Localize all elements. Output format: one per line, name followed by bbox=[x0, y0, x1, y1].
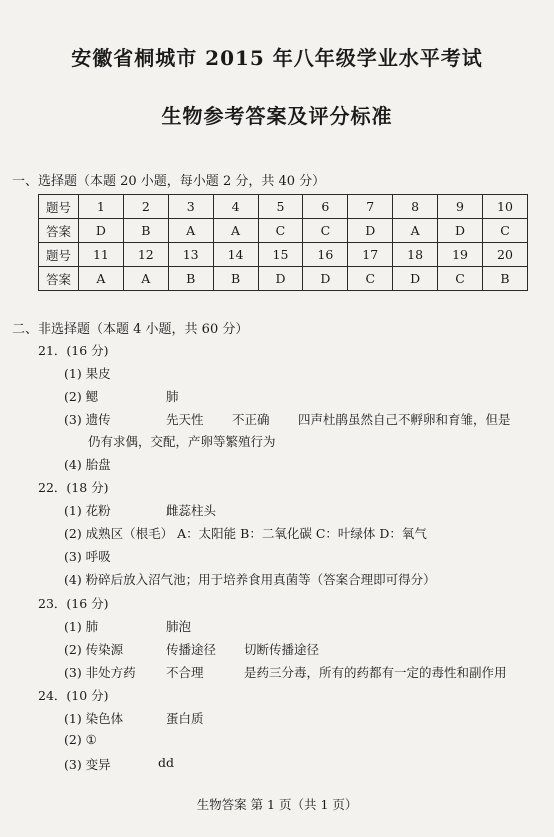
table-cell: 11 bbox=[78, 243, 123, 267]
q21-answer-3e: 仍有求偶，交配，产卵等繁殖行为 bbox=[88, 434, 276, 449]
q23-answer-2c: 切断传播途径 bbox=[244, 642, 320, 657]
table-cell: C bbox=[482, 219, 527, 243]
q24-answer-1: (1) 染色体 bbox=[64, 711, 124, 726]
table-cell: D bbox=[393, 267, 438, 291]
table-cell: A bbox=[168, 219, 213, 243]
q23-answer-3b: 不合理 bbox=[166, 665, 204, 680]
table-cell: D bbox=[258, 267, 303, 291]
q22-answer-3: (3) 呼吸 bbox=[64, 549, 111, 564]
table-cell: 12 bbox=[123, 243, 168, 267]
page-subtitle: 生物参考答案及评分标准 bbox=[161, 104, 393, 128]
table-cell: 15 bbox=[258, 243, 303, 267]
q23-answer-2: (2) 传染源 bbox=[64, 642, 124, 657]
table-row-numbers-1 bbox=[39, 195, 528, 219]
q23-answer-3: (3) 非处方药 bbox=[64, 665, 136, 680]
q21-answer-1: (1) 果皮 bbox=[64, 366, 111, 381]
row-label: 答案 bbox=[39, 219, 79, 243]
q21-answer-3c: 不正确 bbox=[232, 412, 270, 427]
q23-answer-3c: 是药三分毒，所有的药都有一定的毒性和副作用 bbox=[244, 665, 507, 680]
table-cell: 19 bbox=[438, 243, 483, 267]
q21-answer-2b: 肺 bbox=[166, 389, 179, 404]
table-cell: 4 bbox=[213, 195, 258, 219]
q21-answer-3d: 四声杜鹃虽然自己不孵卵和育雏，但是 bbox=[298, 412, 511, 427]
q21-heading: 21．(16 分) bbox=[38, 343, 109, 358]
q21-answer-2: (2) 鳃 bbox=[64, 389, 99, 404]
table-cell: 3 bbox=[168, 195, 213, 219]
q21-answer-3b: 先天性 bbox=[166, 412, 204, 427]
table-row-answers-2 bbox=[39, 267, 528, 291]
table-cell: C bbox=[438, 267, 483, 291]
table-cell: B bbox=[482, 267, 527, 291]
table-cell: 8 bbox=[393, 195, 438, 219]
q22-heading: 22．(18 分) bbox=[38, 480, 109, 495]
row-label: 题号 bbox=[39, 243, 79, 267]
q24-answer-3b: dd bbox=[158, 755, 175, 770]
q24-heading: 24．(10 分) bbox=[38, 688, 109, 703]
table-row-answers-1 bbox=[39, 219, 528, 243]
row-label: 答案 bbox=[39, 267, 79, 291]
table-cell: 20 bbox=[482, 243, 527, 267]
q24-answer-2: (2) ① bbox=[64, 732, 97, 747]
table-cell: 7 bbox=[348, 195, 393, 219]
table-cell: D bbox=[303, 267, 348, 291]
table-cell: B bbox=[168, 267, 213, 291]
section-nonchoice-heading: 二、非选择题（本题 4 小题，共 60 分） bbox=[12, 322, 249, 337]
page-title: 安徽省桐城市 2015 年八年级学业水平考试 bbox=[71, 46, 483, 70]
table-cell: 18 bbox=[393, 243, 438, 267]
q22-answer-2: (2) 成熟区（根毛） A：太阳能 B：二氧化碳 C：叶绿体 D：氧气 bbox=[64, 526, 427, 541]
q23-answer-1: (1) 肺 bbox=[64, 619, 99, 634]
table-cell: 9 bbox=[438, 195, 483, 219]
table-cell: C bbox=[348, 267, 393, 291]
row-label: 题号 bbox=[39, 195, 79, 219]
table-cell: D bbox=[78, 219, 123, 243]
table-cell: D bbox=[348, 219, 393, 243]
q22-answer-4: (4) 粉碎后放入沼气池；用于培养食用真菌等（答案合理即可得分） bbox=[64, 572, 436, 587]
answer-table bbox=[38, 194, 528, 291]
q22-answer-1b: 雌蕊柱头 bbox=[166, 503, 217, 518]
table-cell: C bbox=[303, 219, 348, 243]
table-cell: 2 bbox=[123, 195, 168, 219]
section-choice-heading: 一、选择题（本题 20 小题，每小题 2 分，共 40 分） bbox=[12, 174, 326, 189]
q21-answer-3: (3) 遗传 bbox=[64, 412, 111, 427]
table-cell: A bbox=[393, 219, 438, 243]
table-cell: 1 bbox=[78, 195, 123, 219]
table-cell: 16 bbox=[303, 243, 348, 267]
q23-answer-1b: 肺泡 bbox=[166, 619, 192, 634]
table-row-numbers-2 bbox=[39, 243, 528, 267]
table-cell: B bbox=[213, 267, 258, 291]
table-cell: A bbox=[123, 267, 168, 291]
page-footer: 生物答案 第 1 页（共 1 页） bbox=[196, 797, 358, 812]
table-cell: B bbox=[123, 219, 168, 243]
table-cell: C bbox=[258, 219, 303, 243]
q24-answer-3: (3) 变异 bbox=[64, 757, 111, 772]
table-cell: A bbox=[213, 219, 258, 243]
q22-answer-1: (1) 花粉 bbox=[64, 503, 111, 518]
q23-answer-2b: 传播途径 bbox=[166, 642, 217, 657]
table-cell: 17 bbox=[348, 243, 393, 267]
q23-heading: 23．(16 分) bbox=[38, 596, 109, 611]
table-cell: 10 bbox=[482, 195, 527, 219]
table-cell: 13 bbox=[168, 243, 213, 267]
table-cell: A bbox=[78, 267, 123, 291]
table-cell: D bbox=[438, 219, 483, 243]
table-cell: 6 bbox=[303, 195, 348, 219]
table-cell: 14 bbox=[213, 243, 258, 267]
table-cell: 5 bbox=[258, 195, 303, 219]
q24-answer-1b: 蛋白质 bbox=[166, 711, 204, 726]
q21-answer-4: (4) 胎盘 bbox=[64, 457, 111, 472]
